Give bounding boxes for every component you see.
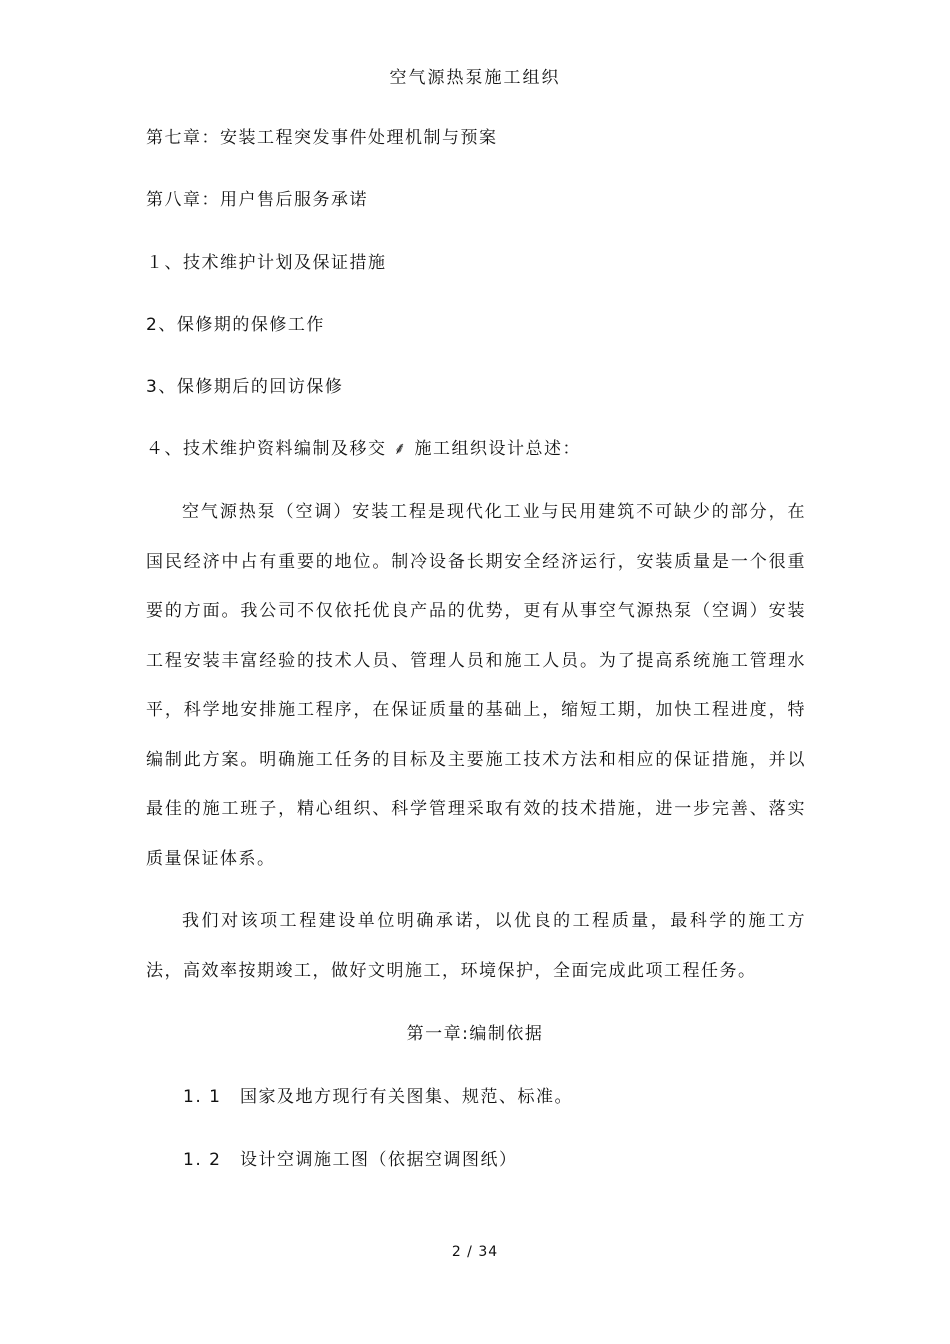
commitment-paragraph: 我们对该项工程建设单位明确承诺，以优良的工程质量，最科学的施工方法，高效率按期竣工，做好文明施工，环境保护，全面完成此项工程任务。 (146, 911, 806, 981)
page-number: 2 / 34 (451, 1244, 499, 1260)
chapter-heading: 第一章:编制依据 (406, 1024, 544, 1044)
toc-line-item-3: 3、保修期后的回访保修 (146, 377, 344, 397)
toc-line-chapter-8: 第八章：用户售后服务承诺 (146, 190, 368, 210)
toc-line-item-1: １、技术维护计划及保证措施 (146, 253, 387, 273)
toc-line-chapter-7: 第七章：安装工程突发事件处理机制与预案 (146, 128, 498, 148)
toc-line-item-2: 2、保修期的保修工作 (146, 315, 325, 335)
basis-item-2: 1. 2 设计空调施工图（依据空调图纸） (183, 1150, 518, 1170)
toc-line-item-4: ４、技术维护资料编制及移交 ⸙ 施工组织设计总述： (146, 439, 582, 459)
overview-paragraph: 空气源热泵（空调）安装工程是现代化工业与民用建筑不可缺少的部分，在国民经济中占有重要的地位。制冷设备长期安全经济运行，安装质量是一个很重要的方面。我公司不仅依托优良产品的优势，更有从事空气源热泵（空调）安装工程安装丰富经验的技术人员、管理人员和施工人员。为了提高系统施工管理水平，科学地安排施工程序，在保证质量的基础上，缩短工期，加快工程进度，特编制此方案。明确施工任务的目标及主要施工技术方法和相应的保证措施，并以最佳的施工班子，精心组织、科学管理采取有效的技术措施，进一步完善、落实质量保证体系。 (146, 502, 806, 869)
basis-item-1: 1. 1 国家及地方现行有关图集、规范、标准。 (183, 1087, 573, 1107)
document-title: 空气源热泵施工组织 (389, 68, 561, 88)
